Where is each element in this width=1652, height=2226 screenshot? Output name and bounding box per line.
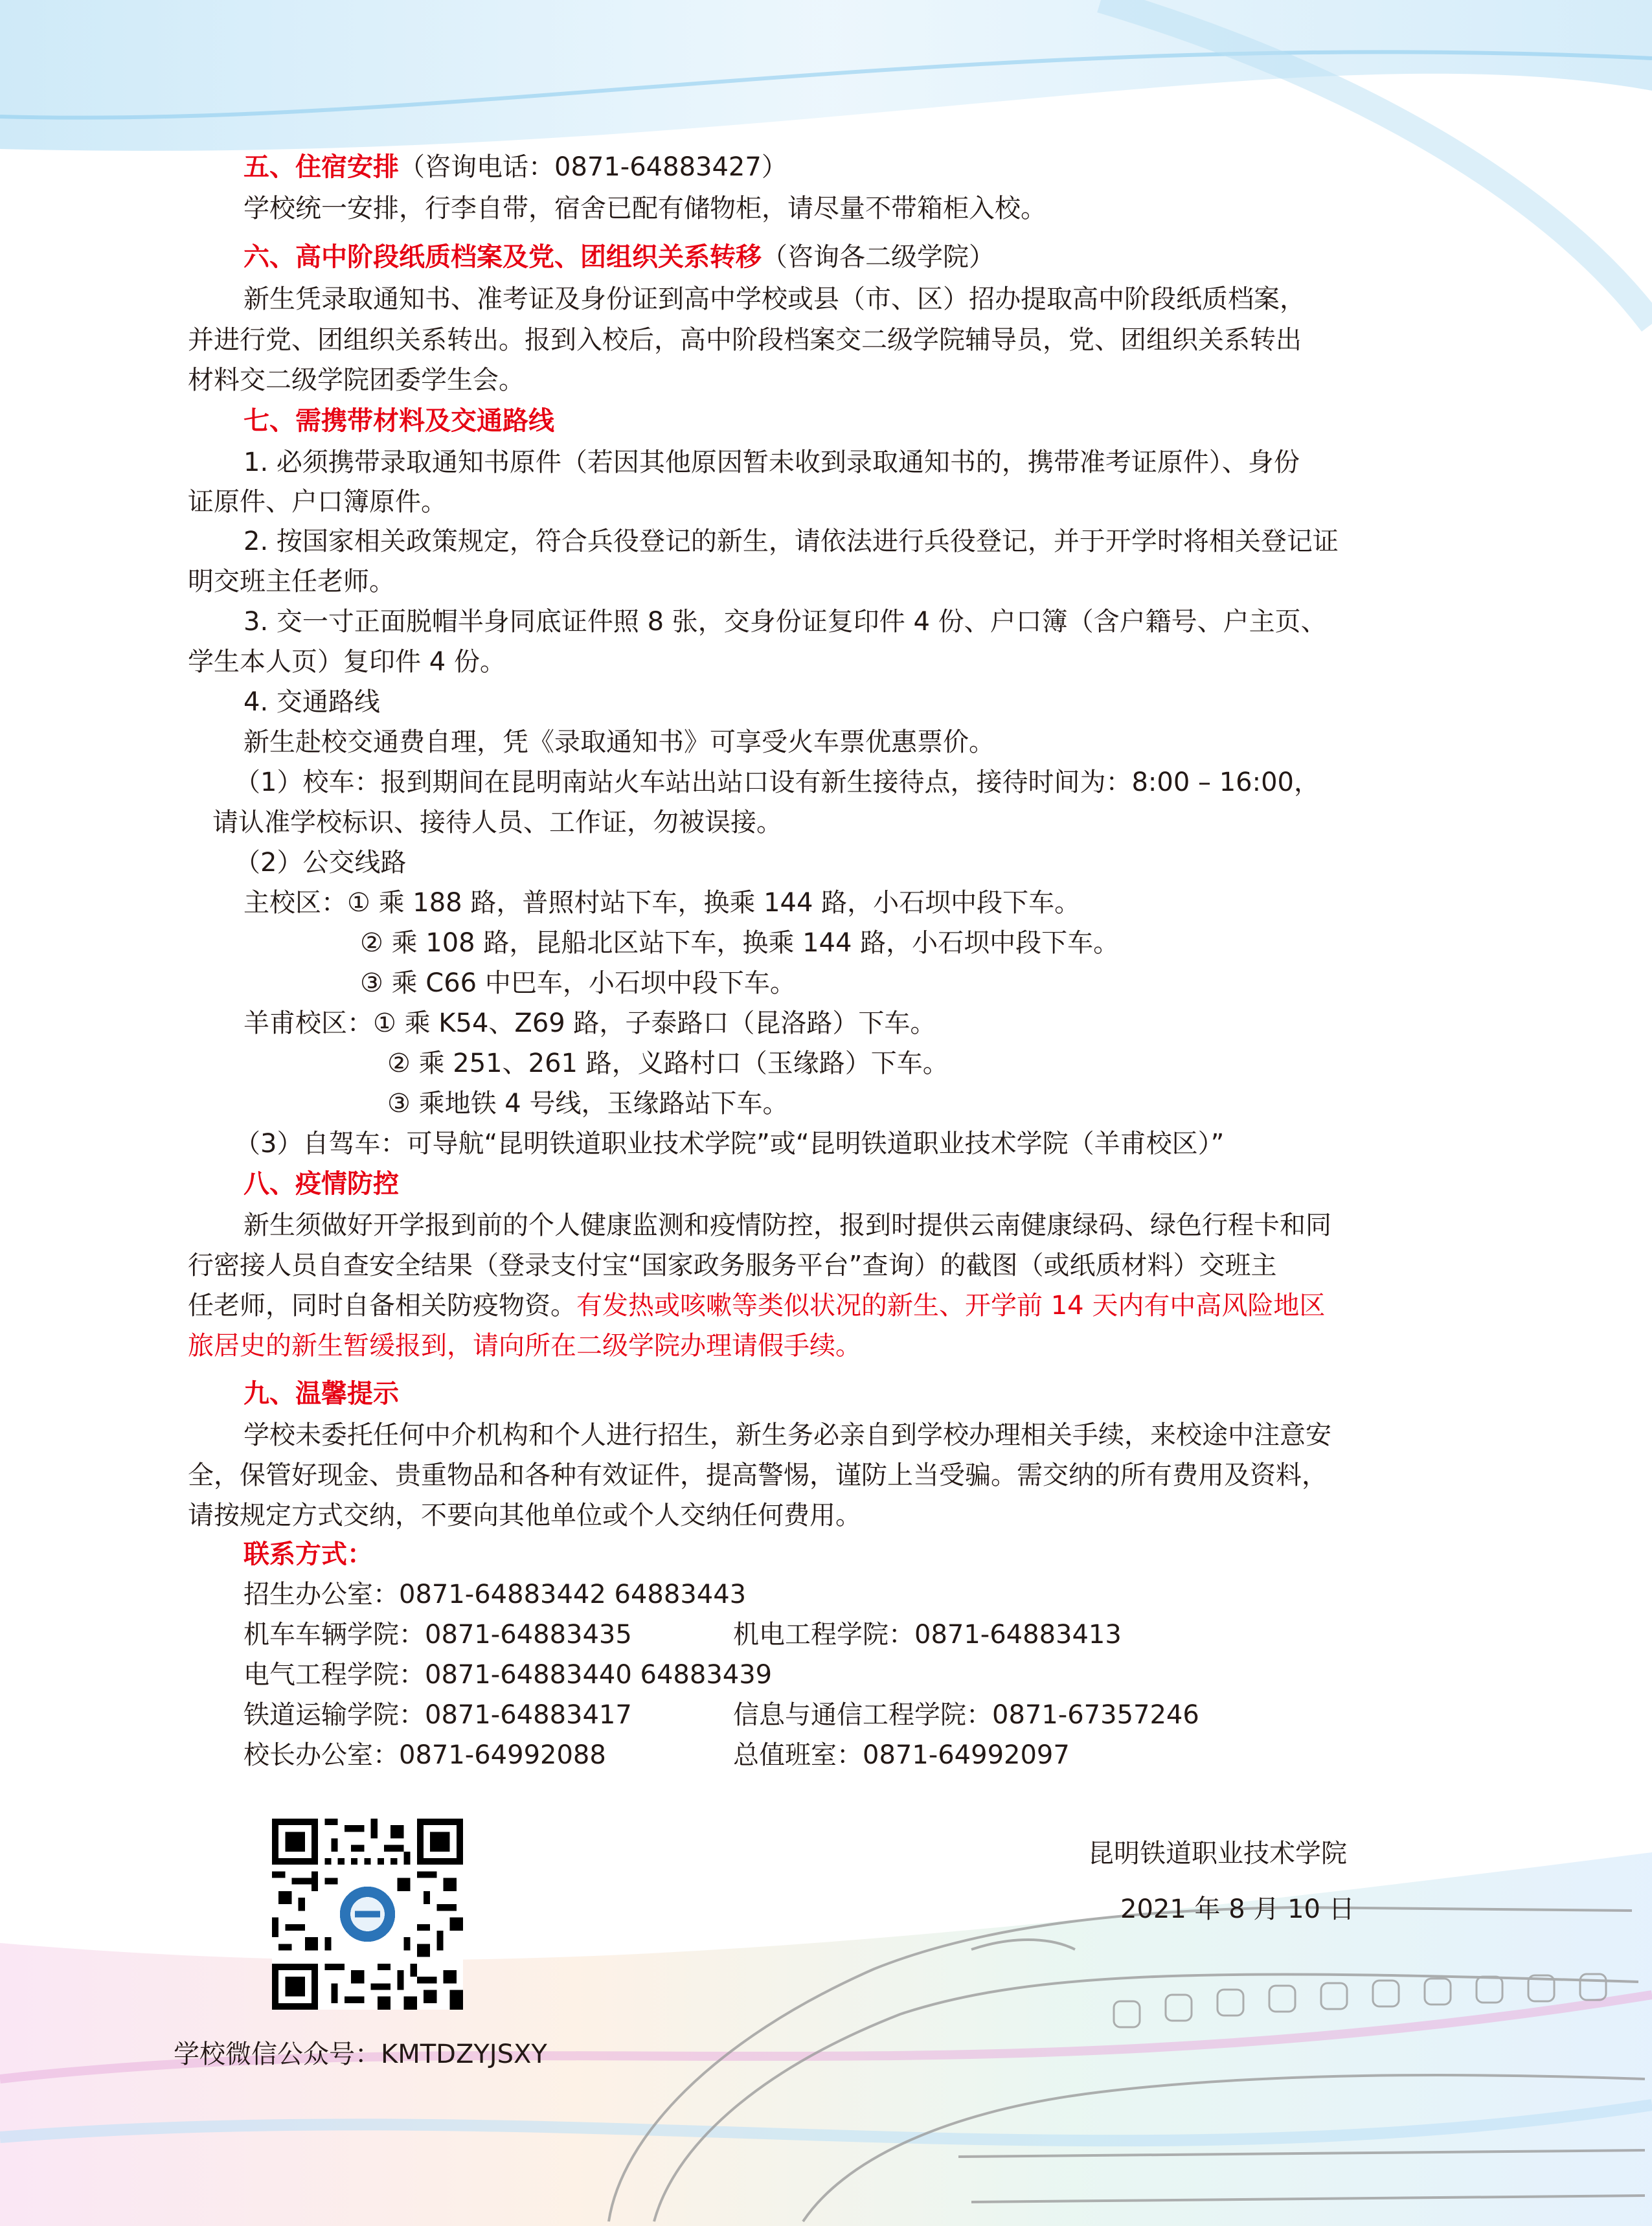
section-heading: 五、住宿安排 bbox=[243, 152, 399, 182]
contact-line: 机电工程学院：0871-64883413 bbox=[733, 1620, 1122, 1650]
paragraph-line: 新生赴校交通费自理，凭《录取通知书》可享受火车票优惠票价。 bbox=[243, 727, 995, 757]
section-5-title bbox=[243, 148, 787, 187]
phone-note: （咨询电话：0871-64883427） bbox=[399, 152, 787, 182]
contact-line: 机车车辆学院：0871-64883435 bbox=[243, 1620, 632, 1650]
signature-school: 昆明铁道职业技术学院 bbox=[1088, 1839, 1347, 1868]
paragraph-line: 行密接人员自查安全结果（登录支付宝“国家政务服务平台”查询）的截图（或纸质材料）交班主 bbox=[188, 1251, 1277, 1280]
paragraph-line: ③ 乘 C66 中巴车，小石坝中段下车。 bbox=[360, 968, 796, 998]
contact-title: 联系方式： bbox=[243, 1539, 373, 1569]
paragraph-line: 并进行党、团组织关系转出。报到入校后，高中阶段档案交二级学院辅导员，党、团组织关系转出 bbox=[188, 325, 1302, 355]
paragraph-line: 材料交二级学院团委学生会。 bbox=[188, 365, 525, 395]
section-7-title: 七、需携带材料及交通路线 bbox=[243, 406, 554, 436]
warning-text: 有发热或咳嗽等类似状况的新生、开学前 14 天内有中高风险地区 bbox=[576, 1291, 1326, 1321]
paragraph-line: 羊甫校区：① 乘 K54、Z69 路，子泰路口（昆洛路）下车。 bbox=[243, 1008, 936, 1038]
paragraph-line: 明交班主任老师。 bbox=[188, 567, 395, 596]
paragraph-line: 全，保管好现金、贵重物品和各种有效证件，提高警惕，谨防上当受骗。需交纳的所有费用及资料， bbox=[188, 1460, 1328, 1490]
paragraph-line: 请按规定方式交纳，不要向其他单位或个人交纳任何费用。 bbox=[188, 1501, 861, 1530]
contact-line: 电气工程学院：0871-64883440 64883439 bbox=[243, 1660, 773, 1690]
contact-line: 校长办公室：0871-64992088 bbox=[243, 1740, 606, 1770]
paragraph-line: （2）公交线路 bbox=[234, 848, 407, 878]
paragraph-line: （1）校车：报到期间在昆明南站火车站出站口设有新生接待点，接待时间为：8:00 – 16:00， bbox=[234, 767, 1320, 797]
contact-line: 铁道运输学院：0871-64883417 bbox=[243, 1700, 632, 1730]
wechat-qr-code bbox=[272, 1819, 463, 2010]
paragraph-line: ② 乘 251、261 路，义路村口（玉缘路）下车。 bbox=[387, 1049, 949, 1078]
paragraph-line: 新生凭录取通知书、准考证及身份证到高中学校或县（市、区）招办提取高中阶段纸质档案， bbox=[243, 284, 1306, 314]
section-6-title bbox=[243, 238, 995, 277]
paragraph-line: 4. 交通路线 bbox=[243, 687, 380, 717]
consult-note: （咨询各二级学院） bbox=[762, 242, 995, 272]
paragraph-line: 证原件、户口簿原件。 bbox=[188, 487, 447, 517]
section-heading: 六、高中阶段纸质档案及党、团组织关系转移 bbox=[243, 242, 762, 272]
paragraph-line: 主校区：① 乘 188 路，普照村站下车，换乘 144 路，小石坝中段下车。 bbox=[243, 888, 1081, 918]
paragraph-line: ② 乘 108 路，昆船北区站下车，换乘 144 路，小石坝中段下车。 bbox=[360, 928, 1120, 958]
warning-text: 旅居史的新生暂缓报到，请向所在二级学院办理请假手续。 bbox=[188, 1331, 861, 1361]
signature-date: 2021 年 8 月 10 日 bbox=[1120, 1894, 1355, 1924]
wechat-account: 学校微信公众号：KMTDZYJSXY bbox=[174, 2039, 547, 2069]
contact-line: 总值班室：0871-64992097 bbox=[733, 1740, 1070, 1770]
paragraph-line: 2. 按国家相关政策规定，符合兵役登记的新生，请依法进行兵役登记，并于开学时将相关登记证 bbox=[243, 527, 1339, 556]
paragraph-line: 1. 必须携带录取通知书原件（若因其他原因暂未收到录取通知书的，携带准考证原件）、身份 bbox=[243, 448, 1300, 477]
contact-line: 招生办公室：0871-64883442 64883443 bbox=[243, 1580, 747, 1609]
section-9-title: 九、温馨提示 bbox=[243, 1379, 399, 1409]
paragraph-line: ③ 乘地铁 4 号线，玉缘路站下车。 bbox=[387, 1089, 789, 1119]
paragraph-text: 任老师，同时自备相关防疫物资。 bbox=[188, 1291, 576, 1321]
paragraph-line: 学校未委托任何中介机构和个人进行招生，新生务必亲自到学校办理相关手续，来校途中注意安 bbox=[243, 1420, 1331, 1450]
section-8-title: 八、疫情防控 bbox=[243, 1169, 399, 1199]
paragraph-line: 学校统一安排，行李自带，宿舍已配有储物柜，请尽量不带箱柜入校。 bbox=[243, 194, 1047, 223]
paragraph-line: （3）自驾车：可导航“昆明铁道职业技术学院”或“昆明铁道职业技术学院（羊甫校区）” bbox=[234, 1129, 1225, 1159]
paragraph-line: 新生须做好开学报到前的个人健康监测和疫情防控，报到时提供云南健康绿码、绿色行程卡和同 bbox=[243, 1210, 1331, 1240]
paragraph-line: 学生本人页）复印件 4 份。 bbox=[188, 647, 506, 677]
contact-line: 信息与通信工程学院：0871-67357246 bbox=[733, 1700, 1199, 1730]
paragraph-line: 3. 交一寸正面脱帽半身同底证件照 8 张，交身份证复印件 4 份、户口簿（含户籍号、户主页、 bbox=[243, 607, 1327, 637]
paragraph-line bbox=[188, 1286, 1325, 1325]
paragraph-line: 请认准学校标识、接待人员、工作证，勿被误接。 bbox=[212, 808, 782, 837]
